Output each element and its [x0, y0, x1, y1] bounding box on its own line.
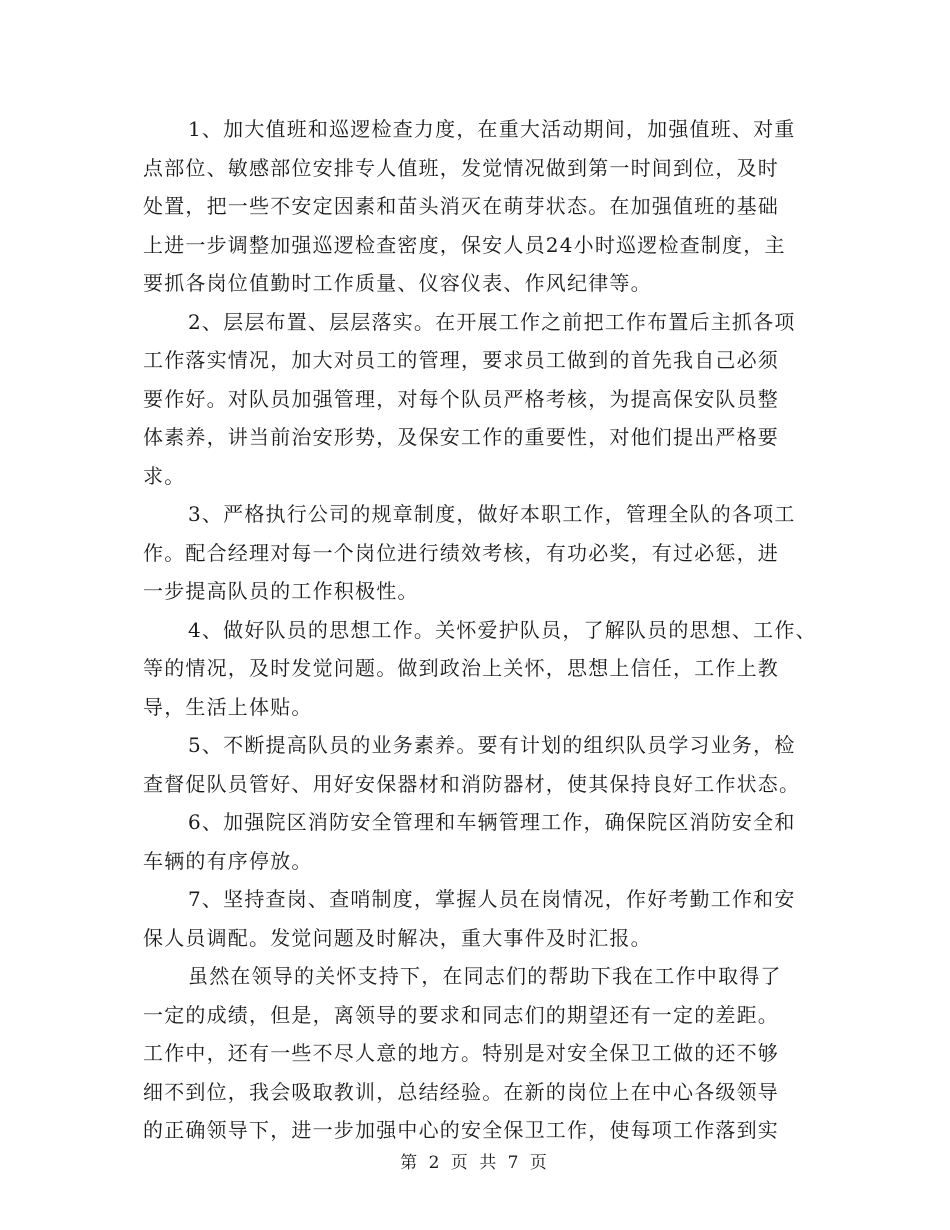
text-line: 要抓各岗位值勤时工作质量、仪容仪表、作风纪律等。	[143, 271, 652, 295]
text-line: 查督促队员管好、用好安保器材和消防器材，使其保持良好工作状态。	[143, 772, 801, 796]
text-line: 等的情况，及时发觉问题。做到政治上关怀，思想上信任，工作上教	[143, 656, 779, 680]
text-line: 求。	[143, 464, 186, 488]
text-line: 3、严格执行公司的规章制度，做好本职工作，管理全队的各项工	[188, 502, 796, 526]
text-line: 保人员调配。发觉问题及时解决，重大事件及时汇报。	[143, 926, 652, 950]
text-line: 虽然在领导的关怀支持下，在同志们的帮助下我在工作中取得了	[188, 964, 782, 988]
page-footer: 第 2 页 共 7 页	[400, 1153, 550, 1173]
text-line: 1、加大值班和巡逻检查力度，在重大活动期间，加强值班、对重	[188, 117, 796, 141]
text-line: 上进一步调整加强巡逻检查密度，保安人员24小时巡逻检查制度，主	[143, 233, 786, 257]
text-line: 导，生活上体贴。	[143, 695, 313, 719]
text-line: 一定的成绩，但是，离领导的要求和同志们的期望还有一定的差距。	[143, 1003, 779, 1027]
text-line: 2、层层布置、层层落实。在开展工作之前把工作布置后主抓各项	[188, 310, 796, 334]
text-line: 一步提高队员的工作积极性。	[143, 579, 419, 603]
text-line: 工作落实情况，加大对员工的管理，要求员工做到的首先我自己必须	[143, 348, 779, 372]
text-line: 体素养，讲当前治安形势，及保安工作的重要性，对他们提出严格要	[143, 425, 779, 449]
text-line: 的正确领导下，进一步加强中心的安全保卫工作，使每项工作落到实	[143, 1118, 779, 1142]
text-line: 7、坚持查岗、查哨制度，掌握人员在岗情况，作好考勤工作和安	[188, 887, 796, 911]
text-line: 6、加强院区消防安全管理和车辆管理工作，确保院区消防安全和	[188, 810, 796, 834]
text-line: 工作中，还有一些不尽人意的地方。特别是对安全保卫工做的还不够	[143, 1041, 779, 1065]
text-line: 4、做好队员的思想工作。关怀爱护队员，了解队员的思想、工作、	[188, 618, 817, 642]
text-line: 作。配合经理对每一个岗位进行绩效考核，有功必奖，有过必惩，进	[143, 541, 779, 565]
text-line: 5、不断提高队员的业务素养。要有计划的组织队员学习业务，检	[188, 733, 796, 757]
text-line: 车辆的有序停放。	[143, 849, 313, 873]
text-line: 点部位、敏感部位安排专人值班，发觉情况做到第一时间到位，及时	[143, 156, 779, 180]
text-line: 细不到位，我会吸取教训，总结经验。在新的岗位上在中心各级领导	[143, 1080, 779, 1104]
text-line: 处置，把一些不安定因素和苗头消灭在萌芽状态。在加强值班的基础	[143, 194, 779, 218]
text-line: 要作好。对队员加强管理，对每个队员严格考核，为提高保安队员整	[143, 387, 779, 411]
